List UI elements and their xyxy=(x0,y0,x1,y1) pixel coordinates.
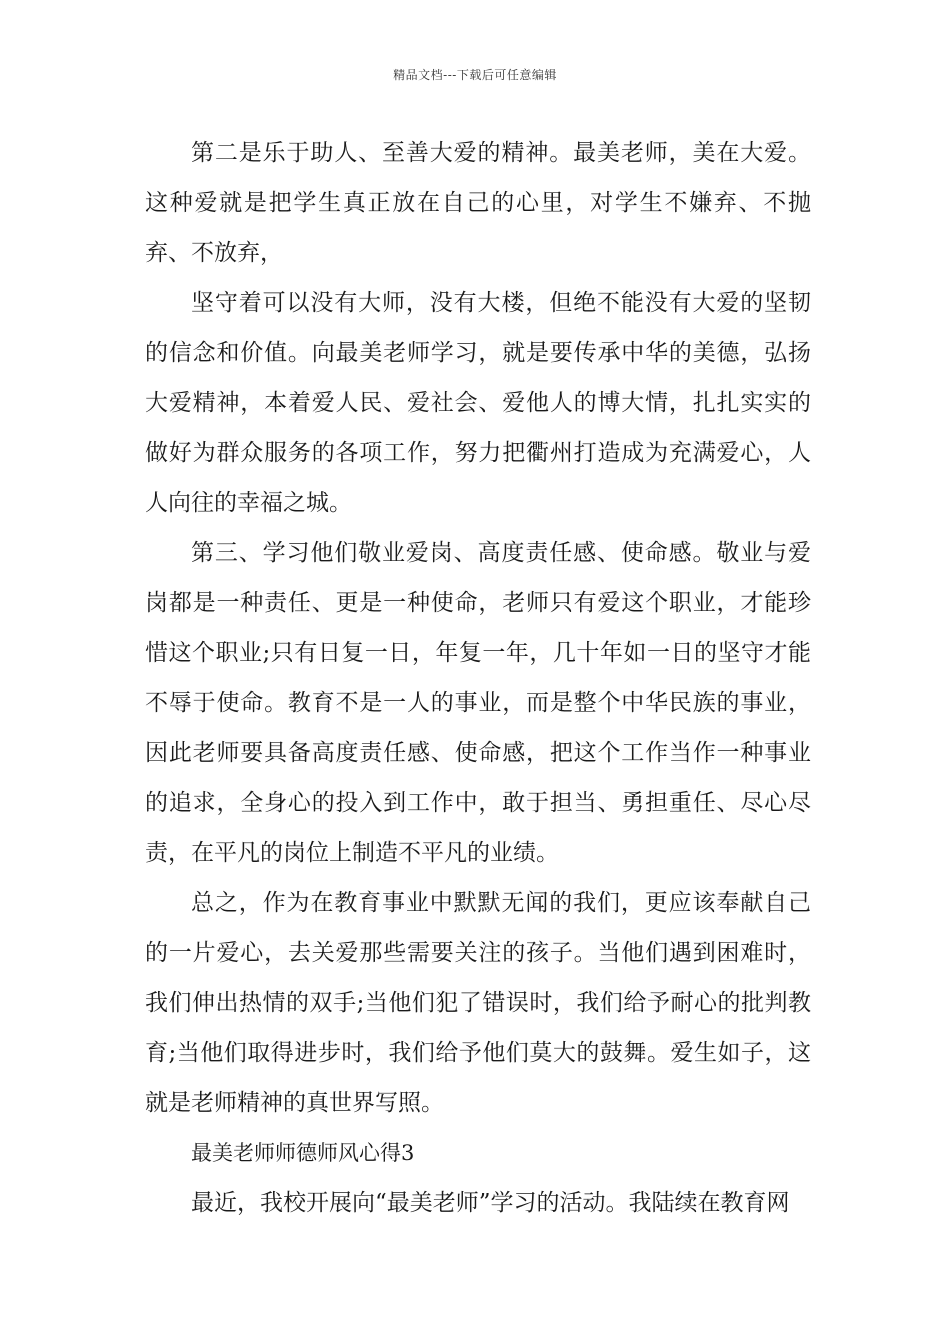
paragraph-intro: 最近，我校开展向“最美老师”学习的活动。我陆续在教育网 xyxy=(191,1190,790,1216)
paragraph-dedication: 第三、学习他们敬业爱岗、高度责任感、使命感。敬业与爱岗都是一种责任、更是一种使命，老师只有爱这个职业，才能珍惜这个职业;只有日复一日，年复一年，几十年如一日的坚守才能不辱于使命。教育不是一人的事业，而是整个中华民族的事业，因此老师要具备高度责任感、使命感，把这个工作当作一种事业的追求，全身心的投入到工作中，敢于担当、勇担重任、尽心尽责，在平凡的岗位上制造不平凡的业绩。 xyxy=(145,540,811,866)
paragraph-love-values: 坚守着可以没有大师，没有大楼，但绝不能没有大爱的坚韧的信念和价值。向最美老师学习，就是要传承中华的美德，弘扬大爱精神，本着爱人民、爱社会、爱他人的博大情，扎扎实实的做好为群众服务的各项工作，努力把衢州打造成为充满爱心，人人向往的幸福之城。 xyxy=(145,290,811,516)
paragraph-summary: 总之，作为在教育事业中默默无闻的我们，更应该奉献自己的一片爱心，去关爱那些需要关注的孩子。当他们遇到困难时，我们伸出热情的双手;当他们犯了错误时，我们给予耐心的批判教育;当他们取得进步时，我们给予他们莫大的鼓舞。爱生如子，这就是老师精神的真世界写照。 xyxy=(145,890,811,1116)
paragraph-caring: 第二是乐于助人、至善大爱的精神。最美老师，美在大爱。这种爱就是把学生真正放在自己的心里，对学生不嫌弃、不抛弃、不放弃， xyxy=(145,140,811,266)
document-body xyxy=(145,128,811,1228)
section-heading: 最美老师师德师风心得3 xyxy=(191,1141,415,1165)
document-header-note: 精品文档---下载后可任意编辑 xyxy=(393,68,557,82)
